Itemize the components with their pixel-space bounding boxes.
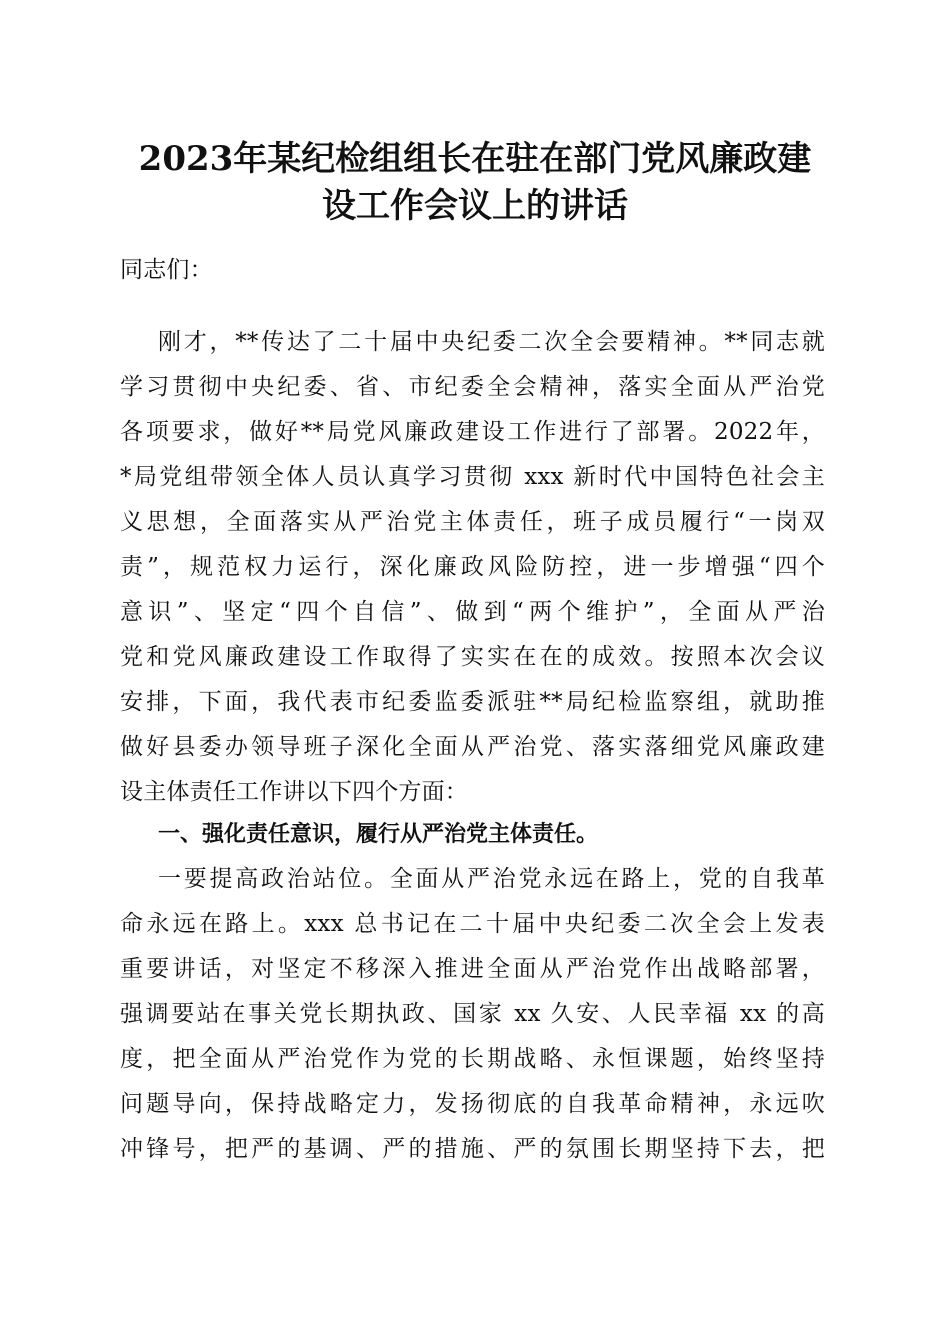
paragraph-line: 刚才，**传达了二十届中央纪委二次全会要精神。**同志就 xyxy=(158,329,825,355)
paragraph-line: 安排，下面，我代表市纪委监委派驻**局纪检监察组，就助推 xyxy=(120,689,825,715)
paragraph-line: 重要讲话，对坚定不移深入推进全面从严治党作出战略部署， xyxy=(120,956,825,982)
paragraph-line: 党和党风廉政建设工作取得了实实在在的成效。按照本次会议 xyxy=(120,644,825,670)
paragraph-line: 强调要站在事关党长期执政、国家 xx 久安、人民幸福 xx 的高 xyxy=(120,1001,825,1027)
document-title xyxy=(120,136,830,230)
paragraph-line: 各项要求，做好**局党风廉政建设工作进行了部署。2022年， xyxy=(120,419,825,445)
salutation: 同志们： xyxy=(120,257,213,283)
paragraph-line: 做好县委办领导班子深化全面从严治党、落实落细党风廉政建 xyxy=(120,734,825,760)
section-heading: 一、强化责任意识，履行从严治党主体责任。 xyxy=(158,822,599,847)
title-line-2: 设工作会议上的讲话 xyxy=(322,186,628,226)
paragraph-line: *局党组带领全体人员认真学习贯彻 xxx 新时代中国特色社会主 xyxy=(120,464,825,490)
paragraph-line: 义思想，全面落实从严治党主体责任，班子成员履行“一岗双 xyxy=(120,509,825,535)
paragraph-line: 学习贯彻中央纪委、省、市纪委全会精神，落实全面从严治党 xyxy=(120,374,825,400)
paragraph-line: 冲锋号，把严的基调、严的措施、严的氛围长期坚持下去，把 xyxy=(120,1136,825,1162)
paragraph-line: 一要提高政治站位。全面从严治党永远在路上，党的自我革 xyxy=(158,866,825,892)
paragraph-line: 设主体责任工作讲以下四个方面： xyxy=(120,779,468,805)
paragraph-line: 度，把全面从严治党作为党的长期战略、永恒课题，始终坚持 xyxy=(120,1046,825,1072)
title-line-1: 2023年某纪检组组长在驻在部门党风廉政建 xyxy=(138,139,812,179)
paragraph-line: 意识”、坚定“四个自信”、做到“两个维护”，全面从严治 xyxy=(120,599,825,625)
paragraph-line: 命永远在路上。xxx 总书记在二十届中央纪委二次全会上发表 xyxy=(120,911,825,937)
paragraph-line: 责”，规范权力运行，深化廉政风险防控，进一步增强“四个 xyxy=(120,554,825,580)
paragraph-line: 问题导向，保持战略定力，发扬彻底的自我革命精神，永远吹 xyxy=(120,1091,825,1117)
